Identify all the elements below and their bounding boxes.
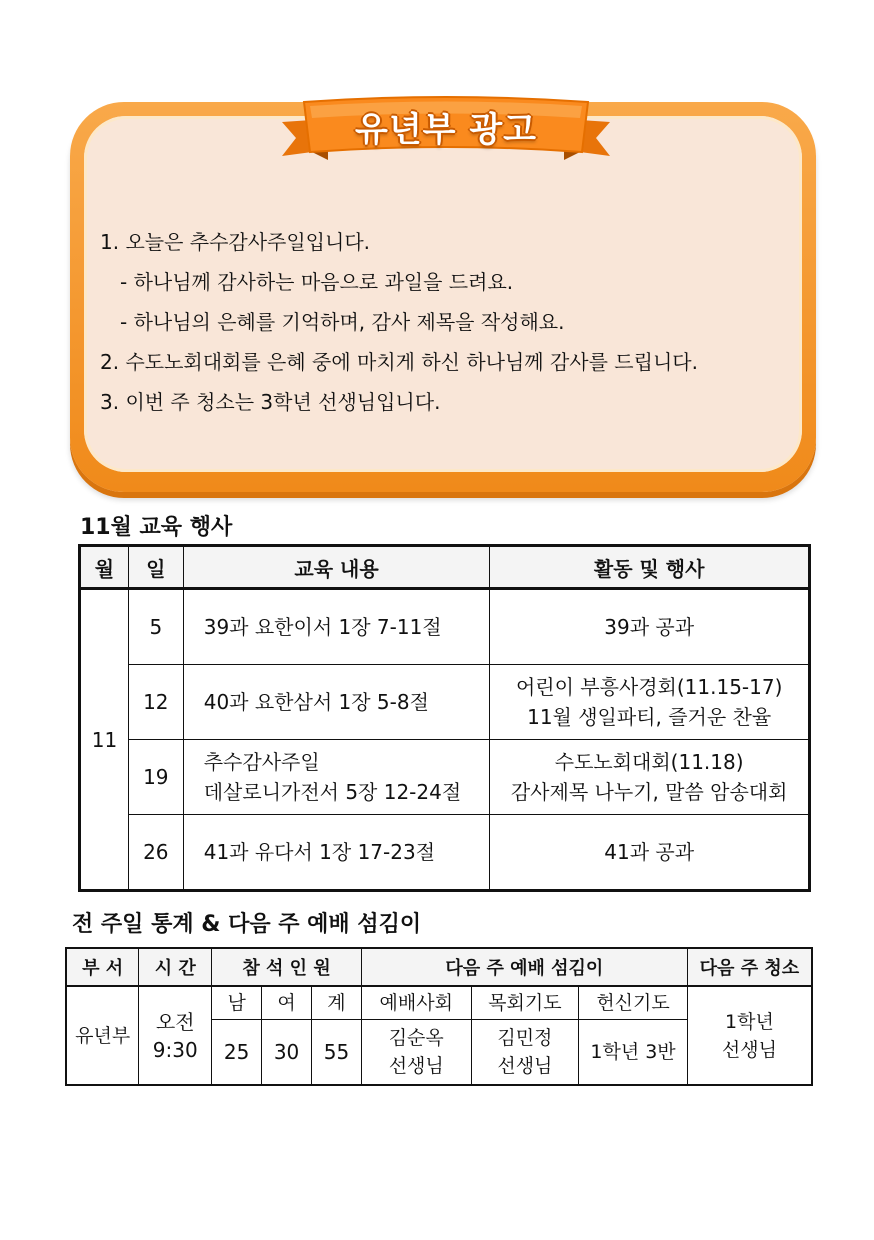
dept-cell: 유년부 (66, 986, 139, 1085)
subheader-female: 여 (262, 986, 312, 1020)
time-line: 9:30 (152, 1037, 198, 1062)
header-attendance: 참 석 인 원 (212, 948, 362, 986)
announcement-subitem: - 하나님의 은혜를 기억하며, 감사 제목을 작성해요. (120, 310, 565, 334)
activity-line: 수도노회대회(11.18) (554, 750, 744, 774)
announcement-ribbon (282, 94, 610, 168)
events-header-row (80, 546, 810, 589)
header-time: 시 간 (139, 948, 212, 986)
activity-cell (490, 665, 810, 740)
activity-line: 39과 공과 (604, 615, 695, 639)
activity-cell (490, 815, 810, 891)
events-title: 11월 교육 행사 (80, 515, 233, 540)
announcement-list (100, 228, 800, 428)
leader-line: 김순옥 (388, 1027, 444, 1049)
header-day: 일 (128, 546, 183, 589)
stats-title: 전 주일 통계 & 다음 주 예배 섬김이 (72, 912, 422, 937)
female-count: 30 (262, 1020, 312, 1086)
announcement-item: 3. 이번 주 청소는 3학년 선생님입니다. (100, 390, 441, 414)
day-cell: 12 (128, 665, 183, 740)
content-line: 41과 유다서 1장 17-23절 (203, 840, 436, 864)
stats-table (65, 947, 813, 1086)
content-cell (183, 815, 490, 891)
subheader-leader: 예배사회 (361, 986, 471, 1020)
time-cell (139, 986, 212, 1085)
cleaning-line: 선생님 (721, 1038, 777, 1061)
content-line: 40과 요한삼서 1장 5-8절 (203, 690, 429, 714)
content-line: 데살로니가전서 5장 12-24절 (203, 780, 462, 804)
leader-line: 선생님 (388, 1055, 444, 1077)
prayer-line: 선생님 (497, 1055, 553, 1077)
activity-cell (490, 589, 810, 665)
leader-cell (361, 1020, 471, 1086)
subheader-offering: 헌신기도 (579, 986, 688, 1020)
header-activity: 활동 및 행사 (490, 546, 810, 589)
header-content: 교육 내용 (183, 546, 490, 589)
header-cleaning: 다음 주 청소 (687, 948, 812, 986)
header-month: 월 (80, 546, 129, 589)
announcement-subitem: - 하나님께 감사하는 마음으로 과일을 드려요. (120, 270, 514, 294)
content-cell (183, 740, 490, 815)
activity-cell (490, 740, 810, 815)
prayer-cell (471, 1020, 579, 1086)
subheader-total: 계 (312, 986, 362, 1020)
announcement-item: 2. 수도노회대회를 은혜 중에 마치게 하신 하나님께 감사를 드립니다. (100, 350, 698, 374)
activity-line: 감사제목 나누기, 말씀 암송대회 (510, 780, 788, 804)
day-cell: 19 (128, 740, 183, 815)
total-count: 55 (312, 1020, 362, 1086)
content-cell (183, 665, 490, 740)
table-row (80, 740, 810, 815)
cleaning-cell (687, 986, 812, 1085)
table-row (80, 589, 810, 665)
prayer-line: 김민정 (497, 1027, 553, 1049)
cleaning-line: 1학년 (725, 1010, 774, 1033)
header-servers: 다음 주 예배 섬김이 (361, 948, 687, 986)
male-count: 25 (212, 1020, 262, 1086)
content-cell (183, 589, 490, 665)
content-line: 추수감사주일 (203, 750, 320, 774)
offering-cell: 1학년 3반 (579, 1020, 688, 1086)
table-row (80, 665, 810, 740)
subheader-prayer: 목회기도 (471, 986, 579, 1020)
activity-line: 41과 공과 (604, 840, 695, 864)
day-cell: 26 (128, 815, 183, 891)
month-cell: 11 (80, 589, 129, 891)
activity-line: 11월 생일파티, 즐거운 찬율 (527, 705, 772, 729)
activity-line: 어린이 부흥사경회(11.15-17) (515, 675, 783, 699)
subheader-male: 남 (212, 986, 262, 1020)
stats-header-row (66, 948, 812, 986)
time-line: 오전 (155, 1009, 195, 1034)
announcement-title: 유년부 광고 (354, 110, 538, 150)
header-dept: 부 서 (66, 948, 139, 986)
day-cell: 5 (128, 589, 183, 665)
events-table (78, 544, 811, 892)
content-line: 39과 요한이서 1장 7-11절 (203, 615, 442, 639)
stats-subheader-row (66, 986, 812, 1020)
announcement-item: 1. 오늘은 추수감사주일입니다. (100, 230, 370, 254)
table-row (80, 815, 810, 891)
